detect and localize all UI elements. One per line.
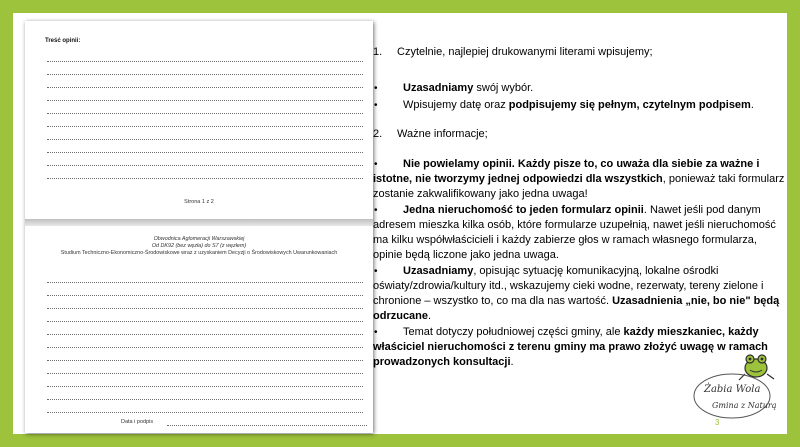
slide [13, 13, 787, 434]
form-header-line: Obwodnica Aglomeracji Warszawskiej [153, 236, 245, 242]
dotted-line [47, 386, 363, 387]
signature-label: Data i podpis [121, 419, 154, 425]
bullet-bold: Uzasadnienia „nie, bo nie" będą [612, 295, 780, 307]
item-text: Czytelnie, najlepiej drukowanymi literami wpisujemy; [397, 46, 653, 58]
bullet-bold: każdy mieszkaniec, każdy [623, 326, 759, 338]
dotted-line [47, 347, 363, 348]
bullet-icon: • [374, 159, 378, 170]
signature-line [167, 425, 367, 426]
bullet-bold: Uzasadniamy [403, 82, 474, 94]
bullet-text: Wpisujemy datę oraz [403, 99, 509, 111]
dotted-line [47, 373, 363, 374]
bullet-4 [373, 203, 776, 263]
bullet-text: Temat dotyczy południowej części gminy, ale [403, 326, 624, 338]
form-page-2 [25, 226, 373, 433]
bullet-text: ma kilku współwłaścicieli i każdy zabierze głos w ramach własnego formularza, [373, 234, 757, 246]
form-page-1 [25, 21, 373, 221]
form-header [25, 236, 373, 257]
bullet-bold: właściciel nieruchomości z terenu gminy ma prawo złożyć uwagę w ramach [373, 341, 768, 353]
bullet-text: , ponieważ taki formularz [662, 173, 785, 185]
bullet-text: swój wybór. [473, 82, 534, 94]
frog-logo-icon [690, 346, 780, 426]
logo-text-line: Gmina z Naturą [712, 401, 777, 410]
slide-number: 3 [715, 418, 720, 427]
bullet-text: adresem mieszka kilka osób, które formularze uzupełnią, nawet jeśli nieruchomość [373, 219, 776, 231]
bullet-text: zostanie zakwalifikowany jako jedna uwaga! [373, 188, 588, 200]
dotted-line [47, 61, 363, 62]
dotted-line [47, 321, 363, 322]
form-header-line: Studium Techniczno-Ekonomiczno-Środowiskowe wraz z uzyskaniem Decyzji o Środowiskowych Uwarunkowaniach [60, 250, 338, 256]
bullet-3 [373, 157, 785, 202]
bullet-text: . Nawet jeśli pod danym [643, 204, 761, 216]
dotted-line [47, 139, 363, 140]
bullet-text: chronione – wszystko to, co ma dla nas wartość. [373, 295, 613, 307]
bullet-text: . [510, 356, 514, 368]
dotted-line [47, 126, 363, 127]
zabia-wola-logo [690, 346, 780, 426]
bullet-bold: odrzucane [373, 310, 429, 322]
bullet-text: , opisując sytuację komunikacyjną, lokalne ośrodki [473, 265, 719, 277]
item-number: 2. [373, 128, 383, 140]
dotted-line [47, 399, 363, 400]
dotted-line [47, 100, 363, 101]
dotted-line [47, 334, 363, 335]
item-text: Ważne informacje; [397, 128, 488, 140]
page-separator [25, 219, 373, 226]
dotted-line [47, 113, 363, 114]
bullet-text: opinie będą liczone jako jedna uwaga. [373, 249, 559, 261]
opinion-form-image [25, 21, 373, 433]
dotted-line [47, 178, 363, 179]
dotted-line [47, 74, 363, 75]
dotted-line [47, 165, 363, 166]
form-header-line: Od DK92 (bez węzła) do S7 (z węzłem) [151, 243, 247, 249]
dotted-line [47, 412, 363, 413]
dotted-line [47, 87, 363, 88]
bullet-icon: • [374, 205, 378, 216]
signature-row [121, 419, 371, 427]
dotted-line [47, 308, 363, 309]
logo-text-line: Żabia Wola [704, 384, 761, 395]
bullet-bold: Uzasadniamy [403, 265, 474, 277]
bullet-icon: • [374, 100, 378, 111]
dotted-line [47, 152, 363, 153]
bullet-text: . [750, 99, 754, 111]
bullet-text: . [428, 310, 432, 322]
dotted-line [47, 360, 363, 361]
opinion-label: Treść opinii: [45, 38, 81, 44]
bullet-icon: • [374, 327, 378, 338]
bullet-5 [373, 264, 780, 324]
bullet-text: oświaty/zdrowia/kultury itd., wskazujemy cieki wodne, rezerwaty, tereny zielone i [373, 280, 764, 292]
page-number: Strona 1 z 2 [184, 199, 214, 205]
bullet-bold: podpisujemy się pełnym, czytelnym podpisem [508, 99, 751, 111]
dotted-line [47, 295, 363, 296]
bullet-bold: prowadzonych konsultacji [373, 356, 511, 368]
item-number: 1. [373, 46, 383, 58]
bullet-bold: istotne, nie tworzymy jednej odpowiedzi dla wszystkich [373, 173, 663, 185]
dotted-line [47, 282, 363, 283]
bullet-bold: Nie powielamy opinii. Każdy pisze to, co uważa dla siebie za ważne i [403, 158, 760, 170]
bullet-bold: Jedna nieruchomość to jeden formularz opinii [403, 204, 644, 216]
bullet-icon: • [374, 266, 378, 277]
bullet-icon: • [374, 83, 378, 94]
